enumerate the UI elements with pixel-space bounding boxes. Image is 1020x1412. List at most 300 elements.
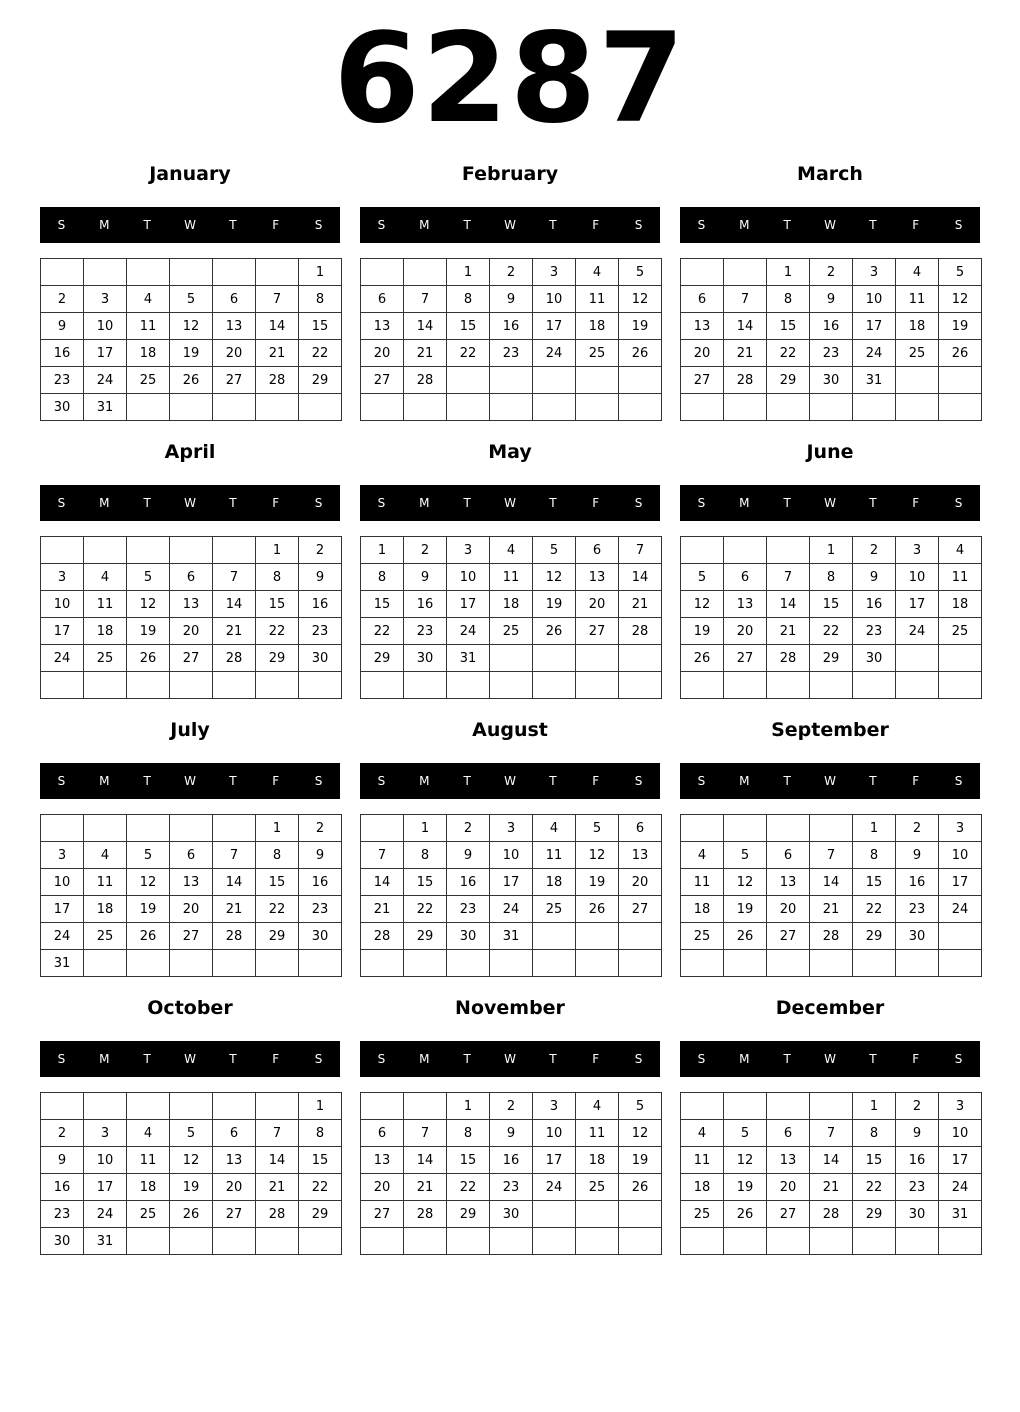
day-cell xyxy=(681,950,724,977)
day-cell: 31 xyxy=(490,923,533,950)
day-cell: 9 xyxy=(896,842,939,869)
day-cell: 23 xyxy=(490,340,533,367)
week-row xyxy=(361,1147,662,1174)
day-cell: 17 xyxy=(896,591,939,618)
month-name: March xyxy=(797,163,863,185)
weekday-label: M xyxy=(739,774,750,788)
day-cell: 6 xyxy=(767,842,810,869)
day-cell: 18 xyxy=(84,896,127,923)
day-cell: 7 xyxy=(724,286,767,313)
week-row xyxy=(681,1201,982,1228)
day-cell xyxy=(810,815,853,842)
month-name: April xyxy=(164,441,216,463)
day-cell xyxy=(767,394,810,421)
day-cell: 20 xyxy=(361,1174,404,1201)
day-cell xyxy=(939,394,982,421)
day-cell xyxy=(490,367,533,394)
week-row xyxy=(681,394,982,421)
day-cell: 20 xyxy=(361,340,404,367)
day-cell: 25 xyxy=(127,1201,170,1228)
weekday-label: T xyxy=(143,218,151,232)
day-cell xyxy=(361,672,404,699)
weekday-header xyxy=(360,763,660,799)
day-cell xyxy=(576,672,619,699)
day-cell: 16 xyxy=(896,869,939,896)
week-row xyxy=(681,1147,982,1174)
day-cell: 12 xyxy=(170,1147,213,1174)
week-row xyxy=(41,618,342,645)
day-cell: 12 xyxy=(127,591,170,618)
weekday-label: S xyxy=(697,774,706,788)
day-cell: 17 xyxy=(447,591,490,618)
week-row xyxy=(361,869,662,896)
day-cell: 5 xyxy=(619,259,662,286)
day-cell: 29 xyxy=(299,367,342,394)
week-row xyxy=(41,815,342,842)
month-name: August xyxy=(472,719,548,741)
week-row xyxy=(41,896,342,923)
day-cell xyxy=(170,1228,213,1255)
weekday-label: S xyxy=(377,1052,386,1066)
weekday-label: S xyxy=(314,774,323,788)
month-block-2 xyxy=(680,160,980,388)
weekday-label: M xyxy=(99,1052,110,1066)
day-cell: 7 xyxy=(213,842,256,869)
day-cell: 13 xyxy=(767,1147,810,1174)
day-cell xyxy=(533,1228,576,1255)
day-cell: 23 xyxy=(299,618,342,645)
day-cell: 1 xyxy=(361,537,404,564)
week-row xyxy=(681,869,982,896)
day-cell: 21 xyxy=(404,340,447,367)
day-cell: 9 xyxy=(299,564,342,591)
day-cell: 4 xyxy=(490,537,533,564)
day-cell: 20 xyxy=(170,896,213,923)
day-cell xyxy=(256,950,299,977)
day-cell: 14 xyxy=(810,869,853,896)
day-cell: 25 xyxy=(533,896,576,923)
day-cell xyxy=(939,950,982,977)
day-cell: 4 xyxy=(681,1120,724,1147)
day-cell xyxy=(810,1228,853,1255)
day-cell xyxy=(299,1228,342,1255)
day-cell: 10 xyxy=(41,869,84,896)
day-cell xyxy=(361,950,404,977)
day-cell: 9 xyxy=(853,564,896,591)
weekday-label: M xyxy=(739,496,750,510)
day-cell: 25 xyxy=(84,923,127,950)
day-cell xyxy=(576,394,619,421)
day-cell: 30 xyxy=(447,923,490,950)
day-cell: 22 xyxy=(361,618,404,645)
day-cell: 3 xyxy=(447,537,490,564)
day-cell xyxy=(170,259,213,286)
day-cell: 19 xyxy=(127,896,170,923)
weekday-label: S xyxy=(954,218,963,232)
weekday-label: F xyxy=(912,218,920,232)
day-cell: 23 xyxy=(41,367,84,394)
weekday-label: S xyxy=(314,1052,323,1066)
day-cell: 24 xyxy=(84,367,127,394)
day-cell: 21 xyxy=(361,896,404,923)
day-grid xyxy=(360,814,662,977)
day-cell xyxy=(256,672,299,699)
day-cell: 15 xyxy=(447,313,490,340)
weekday-label: F xyxy=(272,496,280,510)
day-cell: 10 xyxy=(533,286,576,313)
day-cell: 12 xyxy=(724,869,767,896)
day-cell xyxy=(533,1201,576,1228)
day-cell xyxy=(939,923,982,950)
day-cell: 16 xyxy=(41,340,84,367)
day-cell xyxy=(84,815,127,842)
day-cell: 8 xyxy=(404,842,447,869)
week-row xyxy=(361,1093,662,1120)
day-cell: 29 xyxy=(810,645,853,672)
day-cell: 25 xyxy=(896,340,939,367)
day-cell xyxy=(404,259,447,286)
day-cell: 30 xyxy=(810,367,853,394)
week-row xyxy=(681,645,982,672)
day-cell: 2 xyxy=(299,815,342,842)
day-cell: 13 xyxy=(576,564,619,591)
day-cell: 19 xyxy=(939,313,982,340)
day-cell: 18 xyxy=(84,618,127,645)
day-cell: 8 xyxy=(447,286,490,313)
day-cell xyxy=(213,1228,256,1255)
day-cell: 10 xyxy=(939,842,982,869)
day-cell: 1 xyxy=(767,259,810,286)
day-cell: 10 xyxy=(84,313,127,340)
day-cell: 10 xyxy=(84,1147,127,1174)
day-cell: 12 xyxy=(170,313,213,340)
day-cell: 30 xyxy=(490,1201,533,1228)
day-cell: 27 xyxy=(619,896,662,923)
day-cell: 6 xyxy=(361,1120,404,1147)
day-cell: 30 xyxy=(41,394,84,421)
day-cell: 8 xyxy=(447,1120,490,1147)
day-cell xyxy=(896,1228,939,1255)
weekday-header xyxy=(680,207,980,243)
weekday-label: S xyxy=(314,496,323,510)
day-cell: 3 xyxy=(939,815,982,842)
month-block-1 xyxy=(360,160,660,388)
day-cell xyxy=(681,815,724,842)
weekday-header xyxy=(680,485,980,521)
day-cell xyxy=(213,537,256,564)
day-cell: 5 xyxy=(127,564,170,591)
day-cell: 20 xyxy=(767,896,810,923)
week-row xyxy=(361,259,662,286)
day-cell: 29 xyxy=(361,645,404,672)
month-name: July xyxy=(170,719,210,741)
day-grid xyxy=(40,1092,342,1255)
day-cell: 30 xyxy=(853,645,896,672)
day-cell: 9 xyxy=(490,286,533,313)
day-cell: 19 xyxy=(619,313,662,340)
weekday-label: T xyxy=(463,774,471,788)
day-cell: 2 xyxy=(896,815,939,842)
day-cell: 1 xyxy=(853,815,896,842)
day-cell: 28 xyxy=(361,923,404,950)
weekday-label: T xyxy=(143,496,151,510)
week-row xyxy=(361,313,662,340)
day-cell: 3 xyxy=(84,1120,127,1147)
day-cell: 12 xyxy=(533,564,576,591)
day-cell: 26 xyxy=(681,645,724,672)
day-cell: 15 xyxy=(447,1147,490,1174)
day-cell: 7 xyxy=(619,537,662,564)
day-cell: 3 xyxy=(41,842,84,869)
day-cell: 11 xyxy=(490,564,533,591)
weekday-label: M xyxy=(419,1052,430,1066)
weekday-label: M xyxy=(419,218,430,232)
day-cell xyxy=(127,259,170,286)
day-cell: 25 xyxy=(84,645,127,672)
day-cell: 1 xyxy=(447,259,490,286)
day-cell: 29 xyxy=(404,923,447,950)
day-cell xyxy=(619,923,662,950)
day-cell: 7 xyxy=(256,1120,299,1147)
weekday-header xyxy=(360,485,660,521)
day-cell: 22 xyxy=(447,1174,490,1201)
week-row xyxy=(41,672,342,699)
day-cell xyxy=(810,672,853,699)
week-row xyxy=(361,1201,662,1228)
day-cell: 18 xyxy=(576,1147,619,1174)
week-row xyxy=(681,1228,982,1255)
week-row xyxy=(41,367,342,394)
day-cell xyxy=(939,645,982,672)
day-cell: 20 xyxy=(767,1174,810,1201)
day-cell: 17 xyxy=(853,313,896,340)
weekday-label: S xyxy=(697,496,706,510)
month-block-0 xyxy=(40,160,340,415)
day-cell: 21 xyxy=(810,896,853,923)
weekday-label: T xyxy=(869,218,877,232)
weekday-label: T xyxy=(229,496,237,510)
day-cell: 16 xyxy=(896,1147,939,1174)
day-cell: 11 xyxy=(84,869,127,896)
week-row xyxy=(681,537,982,564)
week-row xyxy=(41,1201,342,1228)
day-cell: 31 xyxy=(853,367,896,394)
day-cell: 11 xyxy=(939,564,982,591)
day-cell: 12 xyxy=(127,869,170,896)
week-row xyxy=(41,394,342,421)
day-cell xyxy=(404,394,447,421)
day-cell xyxy=(576,367,619,394)
day-cell: 18 xyxy=(896,313,939,340)
week-row xyxy=(41,537,342,564)
day-cell: 3 xyxy=(490,815,533,842)
day-cell: 7 xyxy=(361,842,404,869)
weekday-label: M xyxy=(419,774,430,788)
day-cell: 16 xyxy=(490,1147,533,1174)
day-cell xyxy=(533,645,576,672)
day-cell xyxy=(533,950,576,977)
day-cell: 22 xyxy=(810,618,853,645)
weekday-label: S xyxy=(377,218,386,232)
day-cell: 28 xyxy=(619,618,662,645)
day-cell: 18 xyxy=(576,313,619,340)
day-cell: 29 xyxy=(853,1201,896,1228)
day-cell xyxy=(213,1093,256,1120)
day-cell xyxy=(896,645,939,672)
day-cell xyxy=(404,1228,447,1255)
day-cell xyxy=(41,1093,84,1120)
day-cell xyxy=(404,1093,447,1120)
day-cell xyxy=(41,672,84,699)
weekday-label: W xyxy=(184,218,196,232)
day-cell: 24 xyxy=(853,340,896,367)
day-cell: 7 xyxy=(404,286,447,313)
weekday-label: T xyxy=(783,496,791,510)
day-cell: 4 xyxy=(576,259,619,286)
day-cell: 19 xyxy=(533,591,576,618)
day-cell: 24 xyxy=(939,1174,982,1201)
day-cell: 27 xyxy=(767,923,810,950)
day-cell: 31 xyxy=(84,394,127,421)
day-cell: 10 xyxy=(853,286,896,313)
weekday-label: T xyxy=(549,1052,557,1066)
day-cell: 26 xyxy=(939,340,982,367)
day-cell: 16 xyxy=(299,869,342,896)
week-row xyxy=(41,842,342,869)
day-cell: 5 xyxy=(127,842,170,869)
day-cell: 30 xyxy=(299,645,342,672)
day-cell: 8 xyxy=(256,842,299,869)
day-cell: 10 xyxy=(447,564,490,591)
day-cell: 10 xyxy=(533,1120,576,1147)
day-cell: 4 xyxy=(576,1093,619,1120)
day-cell xyxy=(619,672,662,699)
day-cell: 3 xyxy=(41,564,84,591)
day-cell: 11 xyxy=(896,286,939,313)
day-cell: 1 xyxy=(853,1093,896,1120)
day-cell: 2 xyxy=(41,286,84,313)
day-grid xyxy=(40,814,342,977)
weekday-label: S xyxy=(634,774,643,788)
day-cell: 1 xyxy=(256,537,299,564)
day-cell: 6 xyxy=(361,286,404,313)
day-grid xyxy=(360,536,662,699)
day-cell xyxy=(896,950,939,977)
day-cell: 28 xyxy=(256,1201,299,1228)
day-cell: 27 xyxy=(170,645,213,672)
day-cell: 13 xyxy=(681,313,724,340)
weekday-label: W xyxy=(824,218,836,232)
week-row xyxy=(361,591,662,618)
day-cell: 17 xyxy=(533,1147,576,1174)
day-cell xyxy=(127,537,170,564)
weekday-header xyxy=(360,1041,660,1077)
weekday-label: M xyxy=(739,218,750,232)
day-cell: 28 xyxy=(724,367,767,394)
day-cell: 29 xyxy=(447,1201,490,1228)
day-cell xyxy=(447,672,490,699)
day-cell: 24 xyxy=(447,618,490,645)
day-cell: 13 xyxy=(767,869,810,896)
weekday-label: T xyxy=(549,774,557,788)
week-row xyxy=(41,1147,342,1174)
day-cell: 27 xyxy=(170,923,213,950)
week-row xyxy=(361,367,662,394)
day-cell: 19 xyxy=(724,1174,767,1201)
day-cell: 28 xyxy=(404,1201,447,1228)
weekday-label: T xyxy=(783,774,791,788)
day-cell: 22 xyxy=(447,340,490,367)
month-name: October xyxy=(147,997,233,1019)
day-cell: 15 xyxy=(256,869,299,896)
day-cell: 3 xyxy=(939,1093,982,1120)
day-cell: 4 xyxy=(681,842,724,869)
day-cell: 17 xyxy=(490,869,533,896)
weekday-label: S xyxy=(954,496,963,510)
day-cell xyxy=(939,672,982,699)
week-row xyxy=(681,896,982,923)
week-row xyxy=(681,564,982,591)
weekday-label: F xyxy=(912,1052,920,1066)
day-cell: 11 xyxy=(127,1147,170,1174)
day-cell: 14 xyxy=(213,869,256,896)
day-cell: 27 xyxy=(681,367,724,394)
weekday-label: T xyxy=(783,1052,791,1066)
day-cell: 28 xyxy=(810,1201,853,1228)
week-row xyxy=(681,815,982,842)
day-cell: 29 xyxy=(256,923,299,950)
weekday-label: F xyxy=(272,1052,280,1066)
day-cell xyxy=(213,394,256,421)
day-cell: 28 xyxy=(256,367,299,394)
day-cell: 23 xyxy=(896,896,939,923)
day-cell: 11 xyxy=(84,591,127,618)
day-cell: 20 xyxy=(619,869,662,896)
weekday-label: T xyxy=(463,1052,471,1066)
weekday-label: S xyxy=(954,1052,963,1066)
day-cell xyxy=(619,367,662,394)
day-cell xyxy=(619,1201,662,1228)
day-grid xyxy=(360,258,662,421)
day-cell xyxy=(361,259,404,286)
day-cell: 3 xyxy=(533,259,576,286)
week-row xyxy=(41,923,342,950)
day-cell: 31 xyxy=(41,950,84,977)
week-row xyxy=(41,950,342,977)
day-cell xyxy=(681,1093,724,1120)
day-cell xyxy=(447,1228,490,1255)
weekday-label: W xyxy=(824,496,836,510)
weekday-label: F xyxy=(912,496,920,510)
day-cell xyxy=(724,394,767,421)
day-cell: 21 xyxy=(724,340,767,367)
weekday-label: T xyxy=(143,1052,151,1066)
day-cell: 24 xyxy=(939,896,982,923)
day-cell: 28 xyxy=(404,367,447,394)
day-cell: 20 xyxy=(213,1174,256,1201)
day-cell xyxy=(767,815,810,842)
day-cell: 16 xyxy=(41,1174,84,1201)
day-cell: 23 xyxy=(490,1174,533,1201)
day-cell: 9 xyxy=(896,1120,939,1147)
day-cell: 18 xyxy=(127,1174,170,1201)
day-cell: 8 xyxy=(256,564,299,591)
weekday-header xyxy=(40,485,340,521)
day-cell xyxy=(299,950,342,977)
day-cell: 1 xyxy=(810,537,853,564)
day-cell: 2 xyxy=(810,259,853,286)
week-row xyxy=(41,591,342,618)
